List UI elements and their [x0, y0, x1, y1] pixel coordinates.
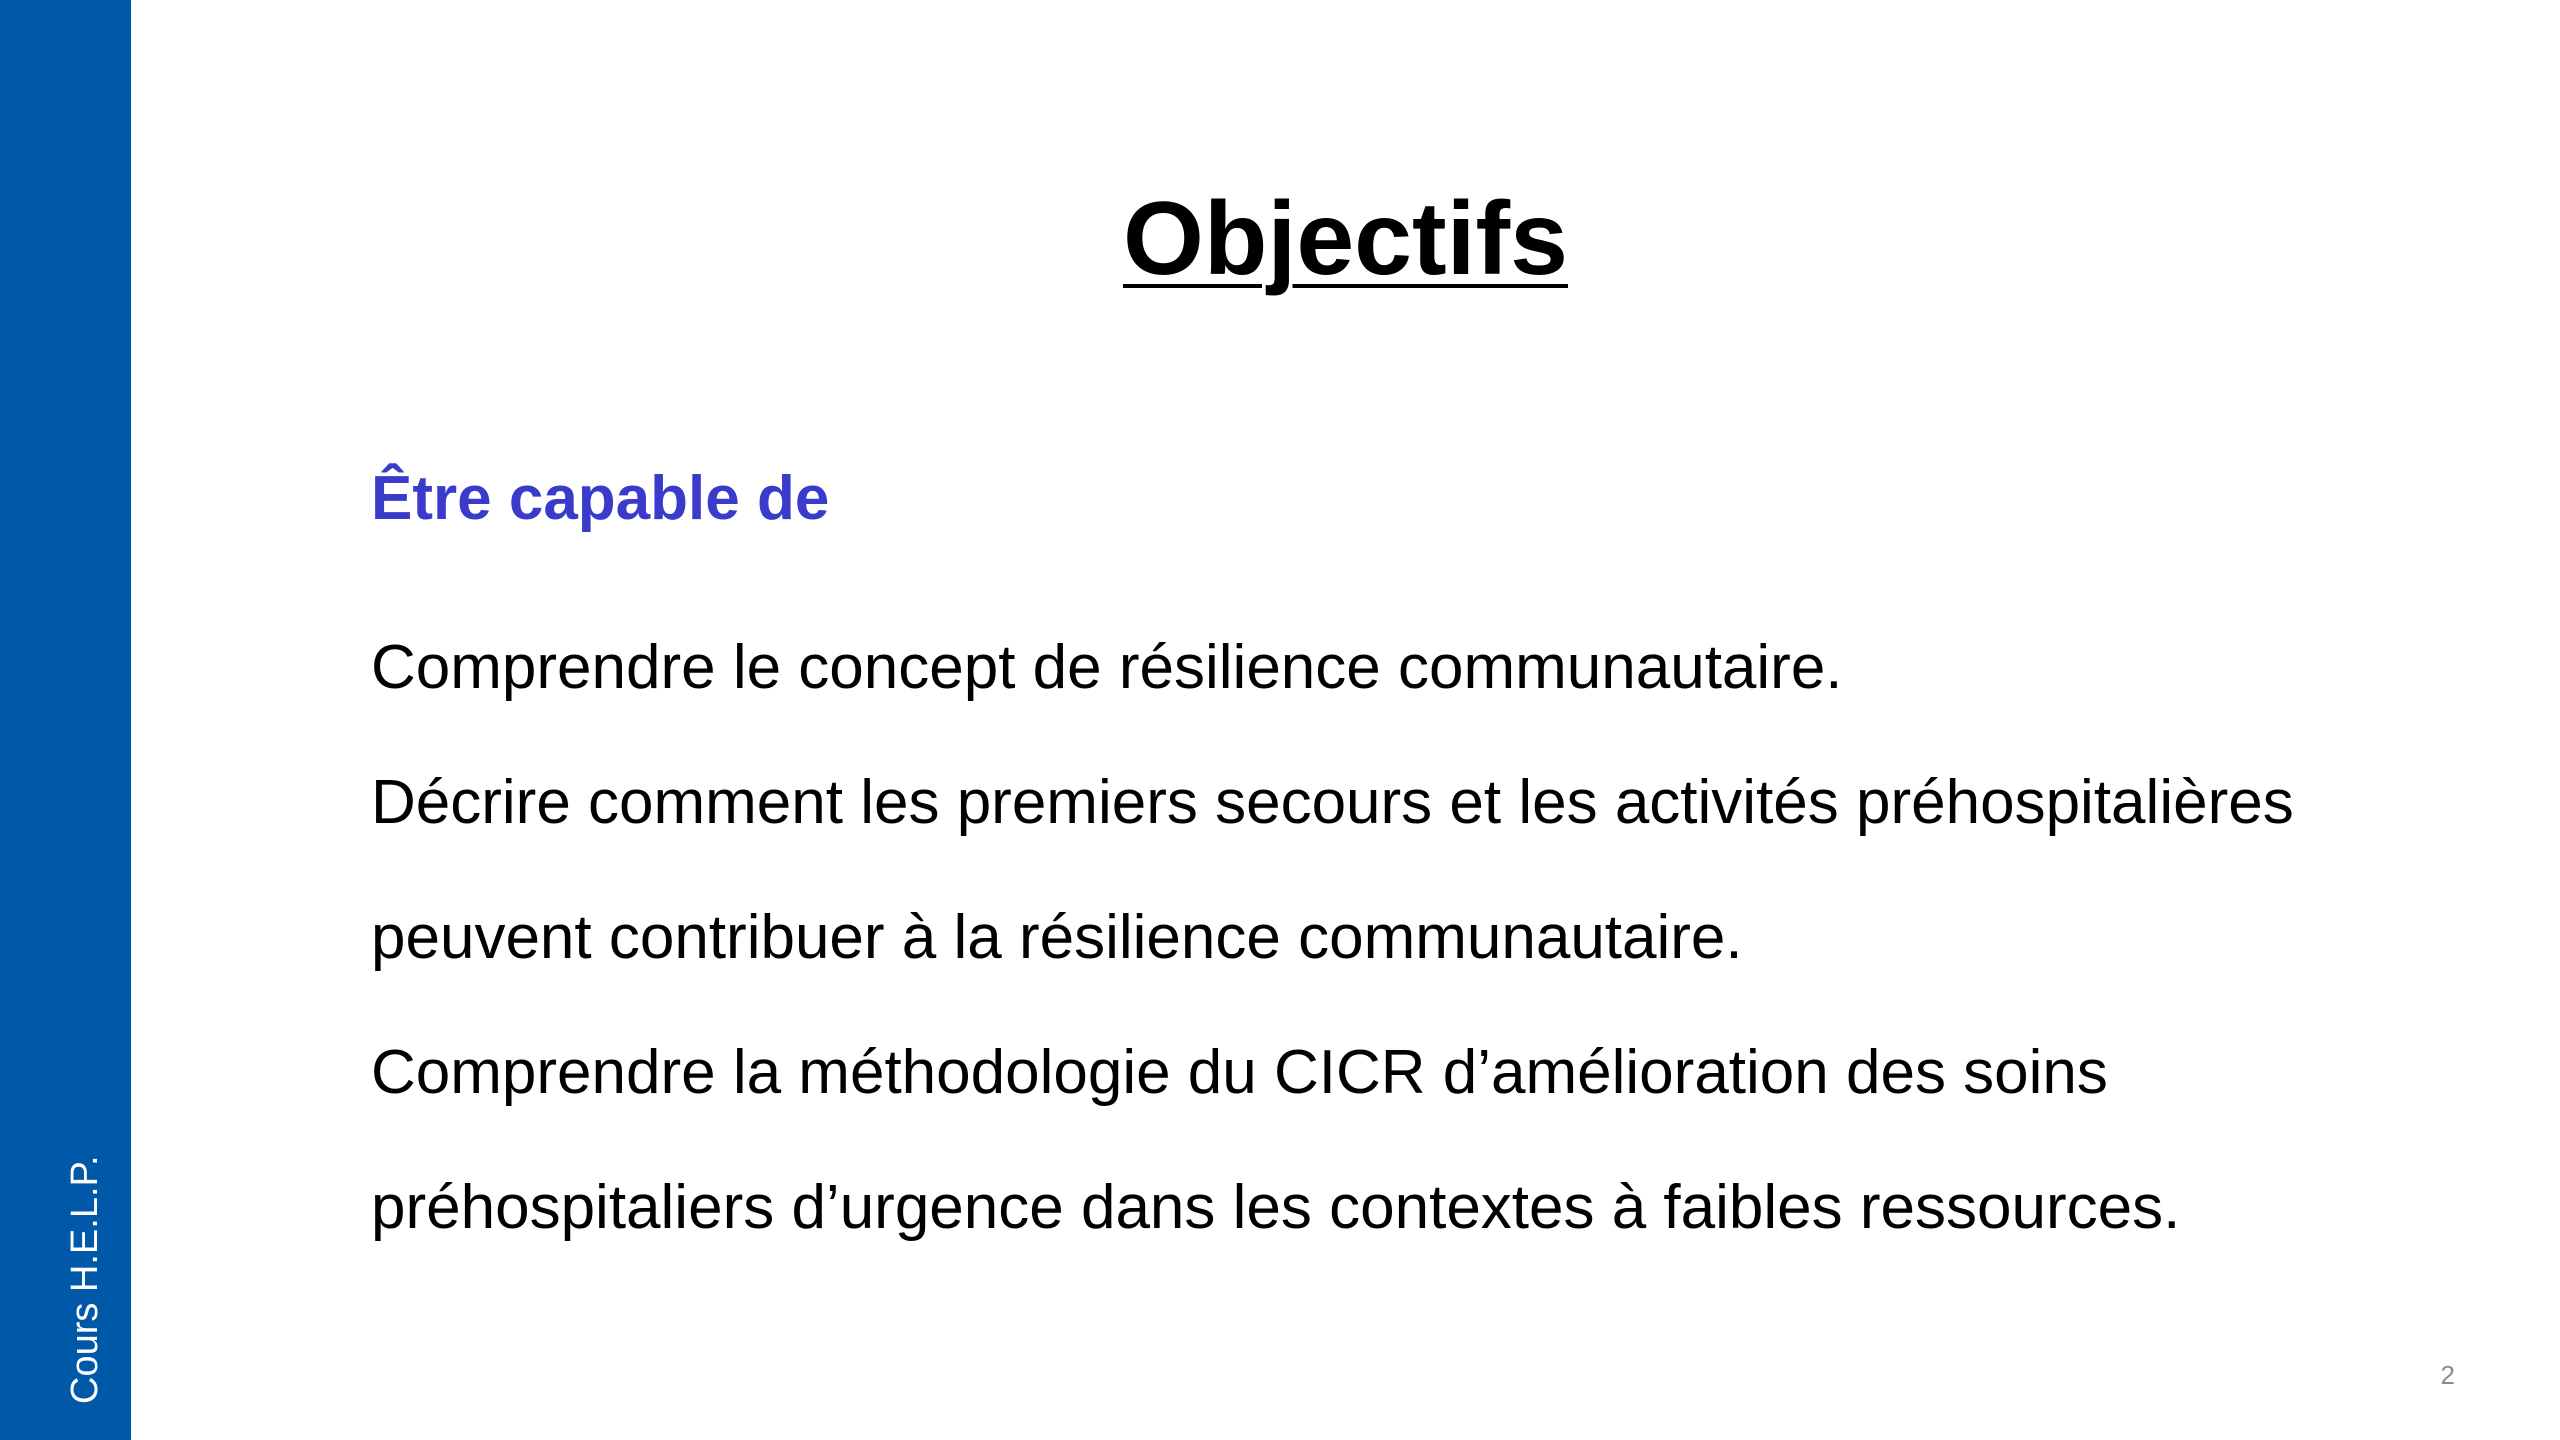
slide-title: Objectifs — [1123, 180, 1568, 297]
objective-item: Comprendre la méthodologie du CICR d’amélioration des soins préhospitaliers d’urgence dans les contextes à faibles ressources. — [371, 1038, 2181, 1242]
objective-item: Décrire comment les premiers secours et les activités préhospitalières peuvent contribuer à la résilience communautaire. — [371, 768, 2294, 972]
course-label: Cours H.E.L.P. — [64, 1155, 106, 1404]
page-number: 2 — [2440, 1360, 2455, 1390]
side-bar — [0, 0, 131, 1440]
objective-item: Comprendre le concept de résilience communautaire. — [371, 633, 1843, 702]
objectives-block — [371, 464, 2391, 1275]
objectives-intro: Être capable de — [371, 464, 830, 533]
